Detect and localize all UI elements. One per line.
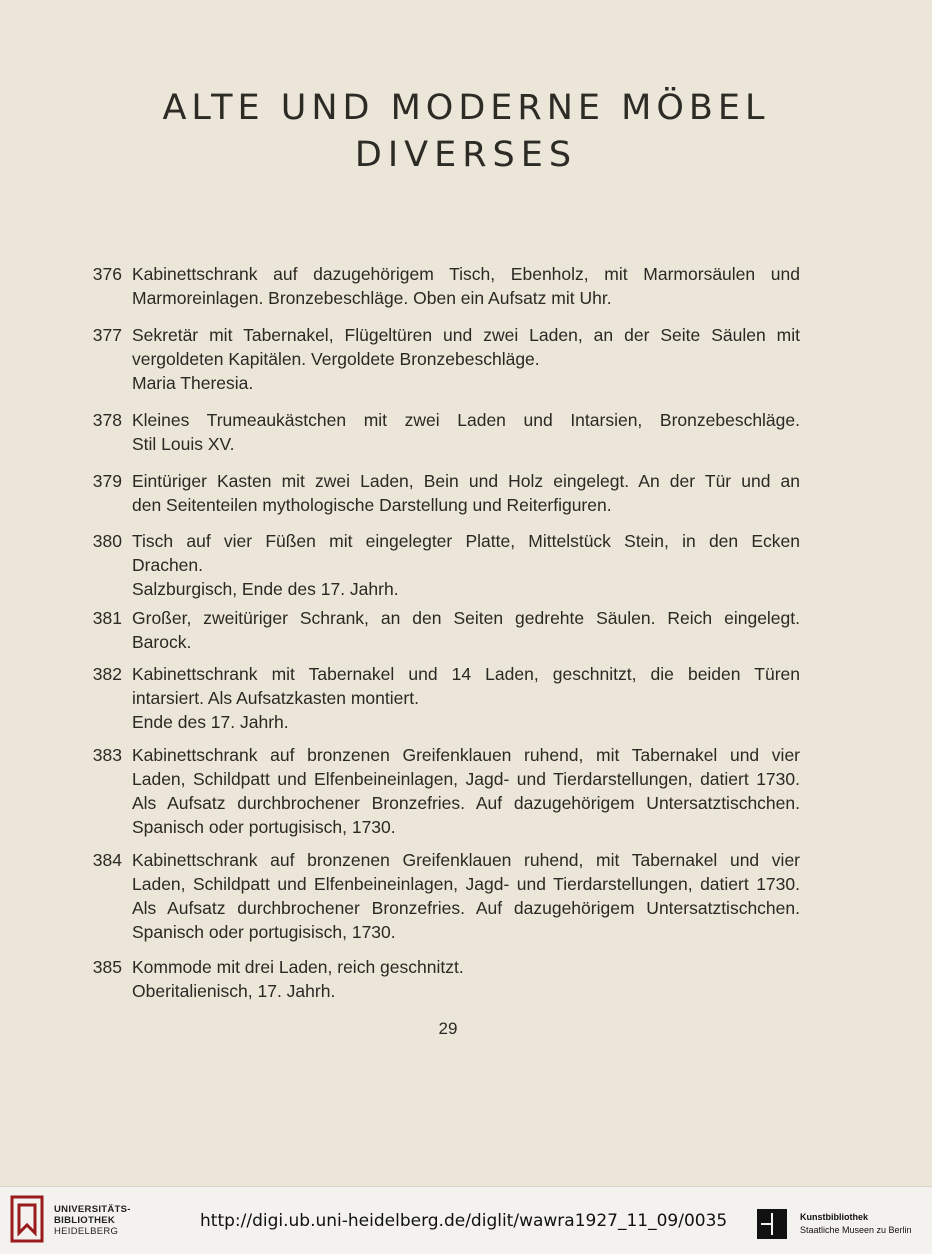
entry-number: 385 [92,957,122,977]
entry-description [132,955,800,1003]
university-library-name [54,1204,131,1237]
entry-line: Kommode mit drei Laden, reich geschnitzt. [132,957,464,977]
library-name-line: HEIDELBERG [54,1226,119,1237]
entry-description [132,606,800,654]
entry-number: 383 [92,745,122,765]
entry-number: 378 [92,410,122,430]
entry-description [132,848,800,944]
entry-description [132,743,800,839]
entry-line: Tisch auf vier Füßen mit eingelegter Platte, Mittelstück Stein, in den Ecken [132,531,800,551]
library-name-line: UNIVERSITÄTS- [54,1204,131,1215]
entry-number: 379 [92,471,122,491]
entry-number: 382 [92,664,122,684]
kb-name-line: Kunstbibliothek [800,1212,868,1222]
page-subtitle: DIVERSES [354,135,578,175]
library-name-line: BIBLIOTHEK [54,1215,116,1226]
entry-description [132,262,800,310]
entry-line: Oberitalienisch, 17. Jahrh. [132,981,336,1001]
entry-line: Kleines Trumeaukästchen mit zwei Laden und Intarsien, Bronzebeschläge. [132,410,800,430]
entry-number: 376 [92,264,122,284]
entry-line: Laden, Schildpatt und Elfenbeineinlagen, Jagd- und Tierdarstellungen, datiert 1730. [132,874,800,894]
entry-line: intarsiert. Als Aufsatzkasten montiert. [132,688,419,708]
entry-line: Marmoreinlagen. Bronzebeschläge. Oben ein Aufsatz mit Uhr. [132,288,612,308]
entry-line: Salzburgisch, Ende des 17. Jahrh. [132,579,399,599]
entry-line: Spanisch oder portugisisch, 1730. [132,817,396,837]
page-number: 29 [438,1019,458,1038]
entry-number: 384 [92,850,122,870]
entry-number: 381 [92,608,122,628]
entry-line: Drachen. [132,555,204,575]
page-title: ALTE UND MODERNE MÖBEL [162,88,770,128]
entry-line: Kabinettschrank auf dazugehörigem Tisch, Ebenholz, mit Marmorsäulen und [132,264,800,284]
entry-line: Eintüriger Kasten mit zwei Laden, Bein und Holz eingelegt. An der Tür und an [132,471,800,491]
entry-line: vergoldeten Kapitälen. Vergoldete Bronzebeschläge. [132,349,540,369]
entry-line: Barock. [132,632,192,652]
entry-line: Ende des 17. Jahrh. [132,712,289,732]
kunstbibliothek-logo-icon [757,1209,787,1239]
entry-description [132,529,800,601]
kunstbibliothek-name [800,1211,912,1237]
entry-line: Als Aufsatz durchbrochener Bronzefries. Auf dazugehörigem Untersatztischchen. [132,793,800,813]
entry-line: Kabinettschrank auf bronzenen Greifenklauen ruhend, mit Tabernakel und vier [132,745,800,765]
entry-line: Kabinettschrank auf bronzenen Greifenklauen ruhend, mit Tabernakel und vier [132,850,800,870]
entry-line: Spanisch oder portugisisch, 1730. [132,922,396,942]
entry-line: Großer, zweitüriger Schrank, an den Seiten gedrehte Säulen. Reich eingelegt. [132,608,800,628]
source-url-link[interactable]: http://digi.ub.uni-heidelberg.de/diglit/wawra1927_11_09/0035 [200,1211,728,1231]
footer-bar [0,1186,932,1254]
university-library-logo-icon [10,1195,46,1243]
entry-number: 377 [92,325,122,345]
entry-description [132,469,800,517]
entry-line: Kabinettschrank mit Tabernakel und 14 Laden, geschnitzt, die beiden Türen [132,664,800,684]
entry-line: Maria Theresia. [132,373,254,393]
entry-description [132,408,800,456]
entry-line: Als Aufsatz durchbrochener Bronzefries. Auf dazugehörigem Untersatztischchen. [132,898,800,918]
entry-description [132,662,800,734]
entry-line: Laden, Schildpatt und Elfenbeineinlagen, Jagd- und Tierdarstellungen, datiert 1730. [132,769,800,789]
entry-number: 380 [92,531,122,551]
kb-name-line: Staatliche Museen zu Berlin [800,1225,912,1235]
entry-line: Sekretär mit Tabernakel, Flügeltüren und zwei Laden, an der Seite Säulen mit [132,325,800,345]
entry-line: den Seitenteilen mythologische Darstellung und Reiterfiguren. [132,495,612,515]
entry-description [132,323,800,395]
entry-line: Stil Louis XV. [132,434,235,454]
